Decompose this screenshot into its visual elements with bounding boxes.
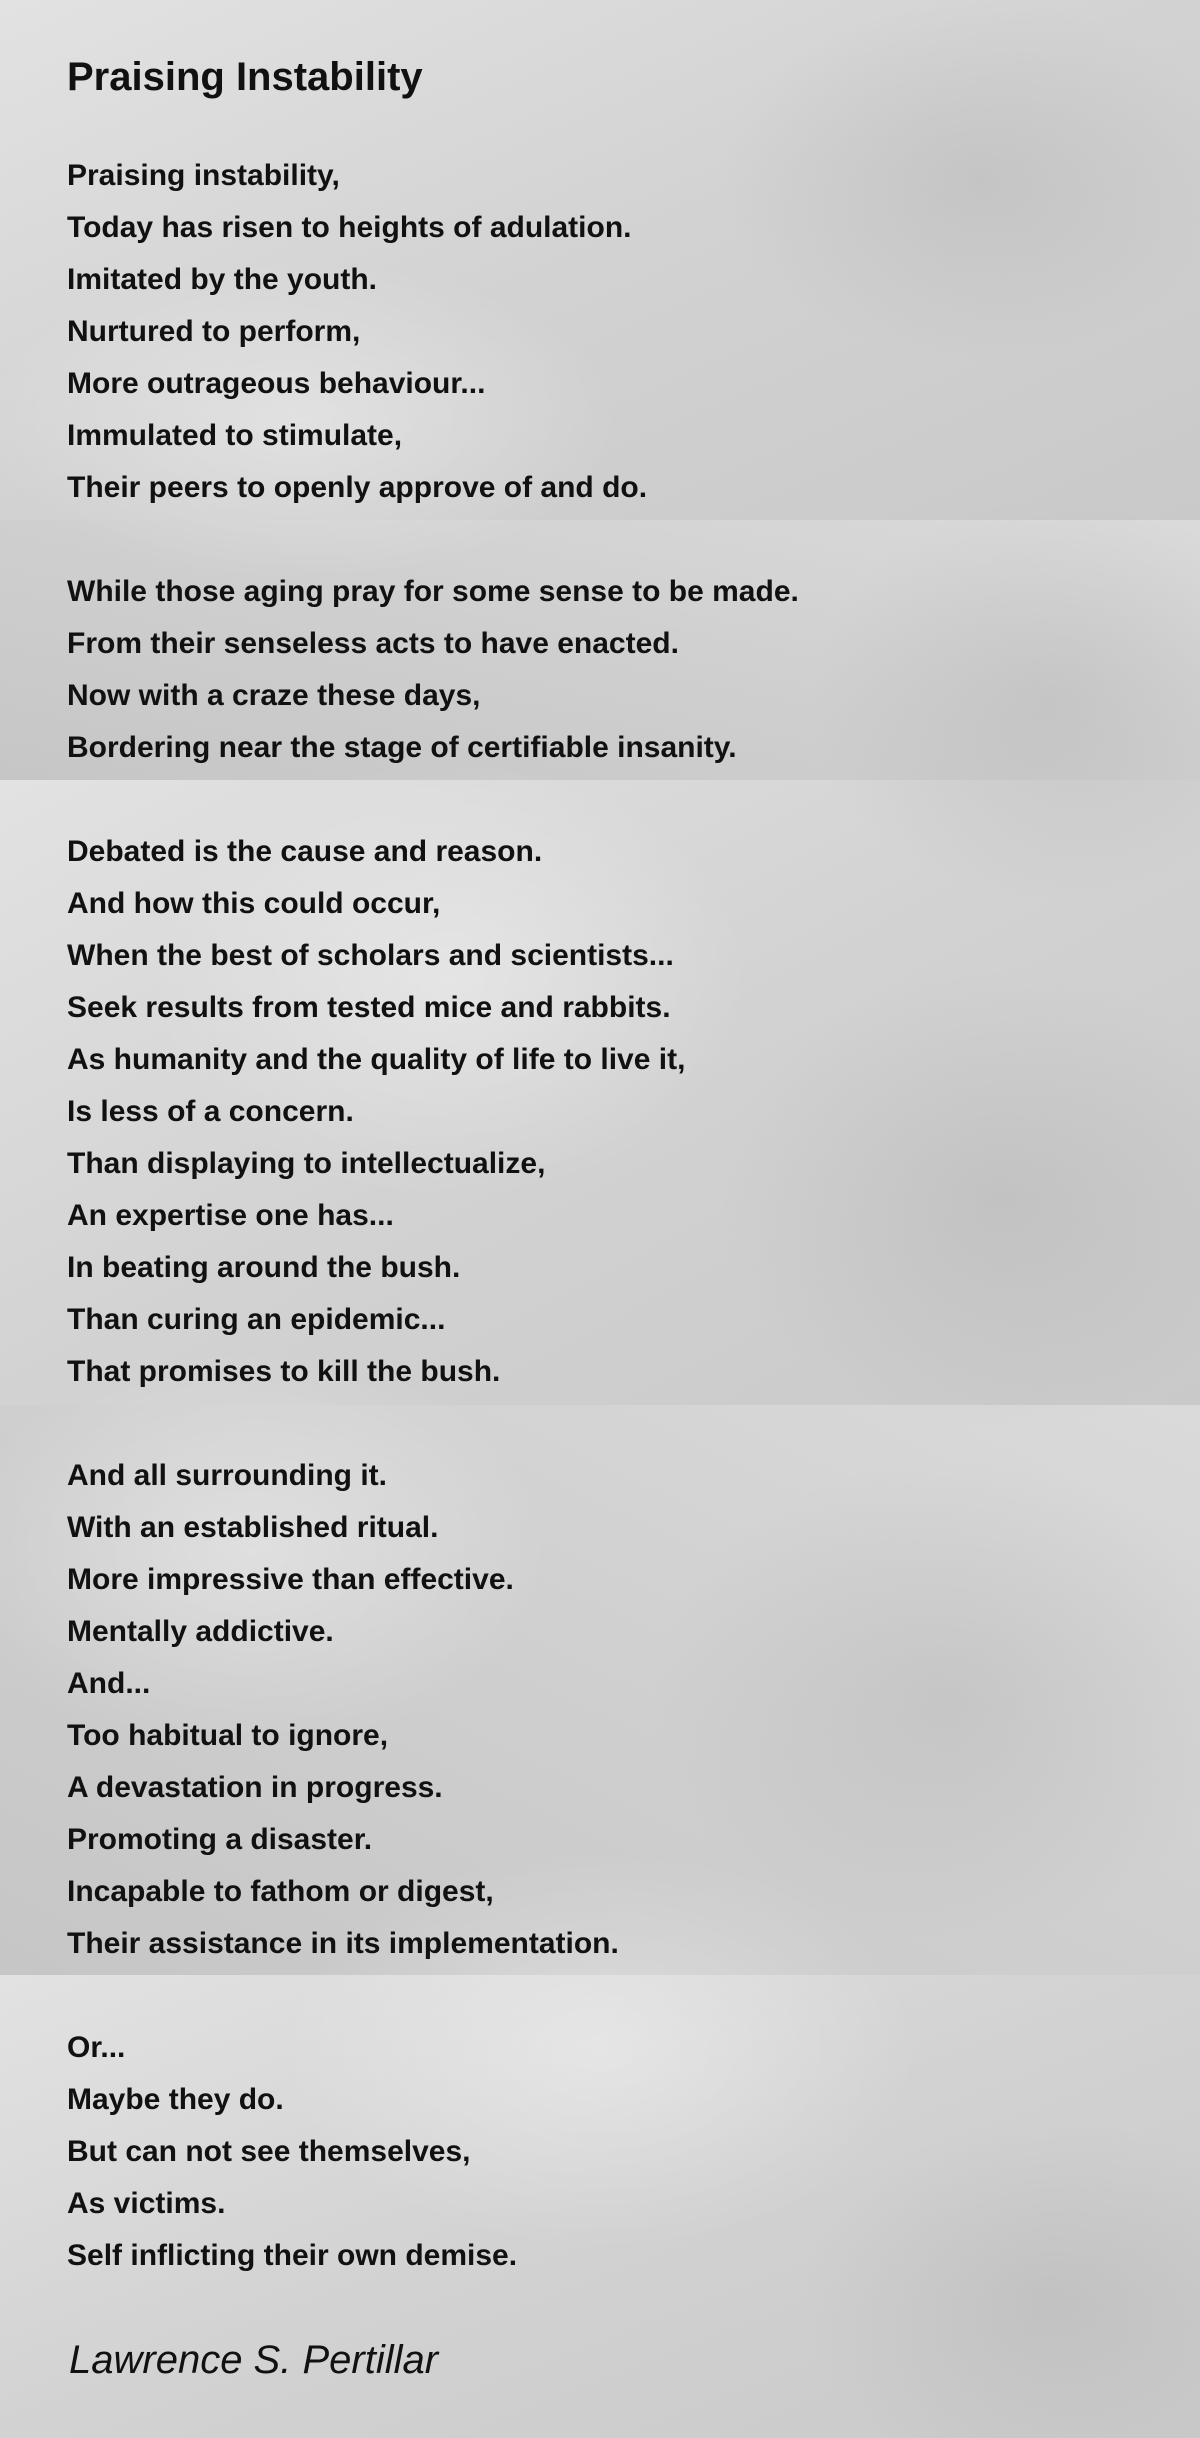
poem-line: Self inflicting their own demise. [67, 2239, 518, 2272]
poem-line: While those aging pray for some sense to be made. [67, 575, 799, 608]
poem-stanza [67, 566, 799, 774]
poem-line: Praising instability, [67, 159, 340, 192]
poem-stanza [67, 1450, 799, 1970]
poem-line: With an established ritual. [67, 1511, 439, 1544]
poem-line: Nurtured to perform, [67, 315, 361, 348]
poem-line: And... [67, 1667, 151, 1700]
poem-author: Lawrence S. Pertillar [69, 2338, 439, 2382]
poem-line: Is less of a concern. [67, 1095, 354, 1128]
poem-line: Debated is the cause and reason. [67, 835, 543, 868]
poem-line: From their senseless acts to have enacted. [67, 627, 679, 660]
poem-line: More outrageous behaviour... [67, 367, 486, 400]
poem-line: Seek results from tested mice and rabbits. [67, 991, 671, 1024]
poem-line: Than curing an epidemic... [67, 1303, 446, 1336]
poem-title: Praising Instability [67, 55, 423, 99]
poem-body [67, 150, 799, 2334]
poem-line: Now with a craze these days, [67, 679, 481, 712]
poem-stanza [67, 2022, 799, 2282]
poem-line: Immulated to stimulate, [67, 419, 403, 452]
poem-line: But can not see themselves, [67, 2135, 471, 2168]
poem-line: An expertise one has... [67, 1199, 394, 1232]
poem-line: Than displaying to intellectualize, [67, 1147, 546, 1180]
poem-line: A devastation in progress. [67, 1771, 443, 1804]
poem-line: And how this could occur, [67, 887, 441, 920]
poem-line: Their peers to openly approve of and do. [67, 471, 648, 504]
poem-line: As victims. [67, 2187, 226, 2220]
poem-line: In beating around the bush. [67, 1251, 461, 1284]
poem-line: More impressive than effective. [67, 1563, 514, 1596]
poem-line: Maybe they do. [67, 2083, 284, 2116]
poem-line: Too habitual to ignore, [67, 1719, 389, 1752]
poem-line: And all surrounding it. [67, 1459, 387, 1492]
poem-line: Mentally addictive. [67, 1615, 334, 1648]
poem-line: As humanity and the quality of life to live it, [67, 1043, 686, 1076]
poem-stanza [67, 826, 799, 1398]
poem-line: Today has risen to heights of adulation. [67, 211, 632, 244]
poem-line: Incapable to fathom or digest, [67, 1875, 494, 1908]
poem-line: Or... [67, 2031, 126, 2064]
poem-line: Their assistance in its implementation. [67, 1927, 619, 1960]
poem-line: Bordering near the stage of certifiable insanity. [67, 731, 737, 764]
poem-stanza [67, 150, 799, 514]
poem-line: Imitated by the youth. [67, 263, 378, 296]
poem-line: Promoting a disaster. [67, 1823, 373, 1856]
poem-line: That promises to kill the bush. [67, 1355, 501, 1388]
poem-line: When the best of scholars and scientists... [67, 939, 674, 972]
